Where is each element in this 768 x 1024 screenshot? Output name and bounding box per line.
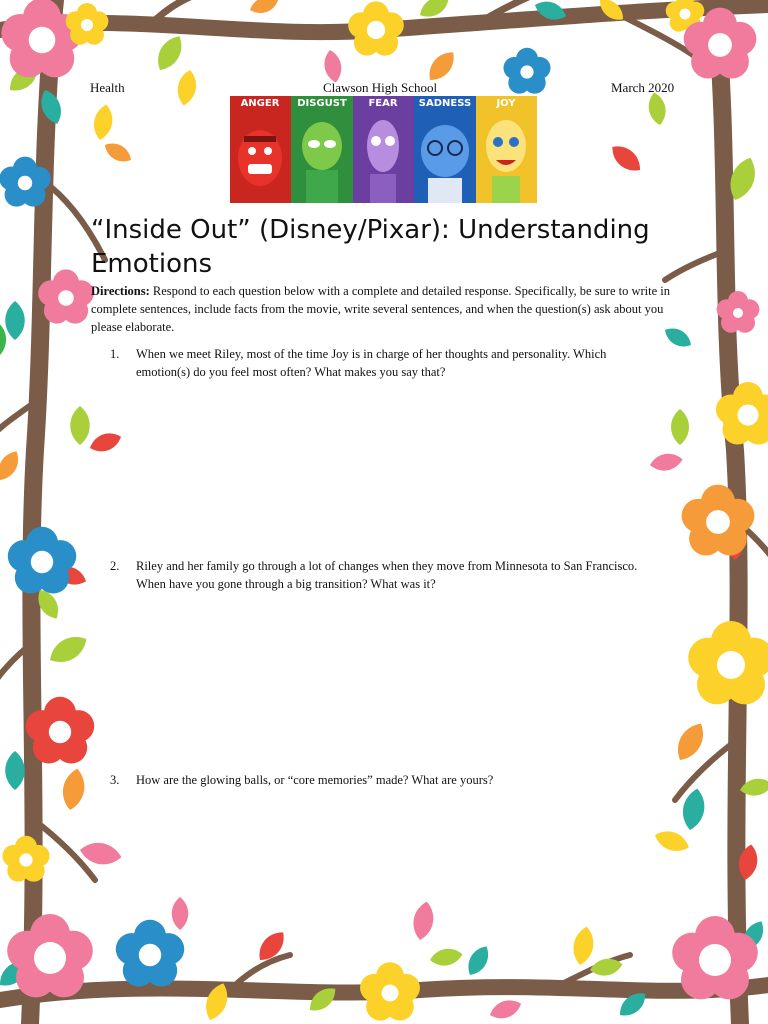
poster-disgust-label: DISGUST <box>297 98 347 109</box>
directions-text: Respond to each question below with a complete and detailed response. Specifically, be sure to write in complete sentences, include facts from the movie, write several sentences, and when the question(s) ask about you please elaborate. <box>91 284 671 334</box>
flower-pink-bottom-left <box>7 914 93 997</box>
flower-pink-top-left <box>1 0 82 77</box>
flower-blue-top <box>503 48 550 94</box>
question-2 <box>110 558 650 593</box>
poster-fear-label: FEAR <box>368 98 398 109</box>
flower-yellow-small <box>66 3 109 45</box>
question-number: 2. <box>110 559 120 573</box>
poster-anger-label: ANGER <box>240 98 280 109</box>
question-number: 3. <box>110 773 120 787</box>
character-poster-banner <box>230 96 537 203</box>
directions-label: Directions: <box>91 284 150 298</box>
poster-sadness-label: SADNESS <box>418 98 472 109</box>
question-text: Riley and her family go through a lot of changes when they move from Minnesota to San Francisco. When have you gone through a big transition? What was it? <box>136 559 638 591</box>
poster-sadness <box>414 96 476 203</box>
poster-joy <box>476 96 537 203</box>
question-number: 1. <box>110 347 120 361</box>
poster-disgust <box>291 96 353 203</box>
flower-blue-left-middle <box>8 527 76 594</box>
header-school: Clawson High School <box>323 80 438 95</box>
flower-blue-bottom <box>116 920 184 987</box>
header-subject: Health <box>90 80 125 95</box>
poster-anger <box>230 96 291 203</box>
question-text: How are the glowing balls, or “core memories” made? What are yours? <box>136 773 494 787</box>
question-1 <box>110 346 650 381</box>
poster-joy-label: JOY <box>496 98 516 109</box>
question-3 <box>110 772 650 790</box>
poster-fear <box>353 96 414 203</box>
page-title: “Inside Out” (Disney/Pixar): Understanding Emotions <box>91 215 650 279</box>
flower-yellow-right-middle <box>688 621 768 704</box>
question-text: When we meet Riley, most of the time Joy is in charge of her thoughts and personality. Which emotion(s) do you feel most often? What makes you say that? <box>136 347 607 379</box>
header-date: March 2020 <box>611 80 675 95</box>
flower-yellow-bottom <box>360 962 420 1020</box>
flower-yellow-top <box>348 1 404 55</box>
directions-paragraph <box>91 282 681 336</box>
